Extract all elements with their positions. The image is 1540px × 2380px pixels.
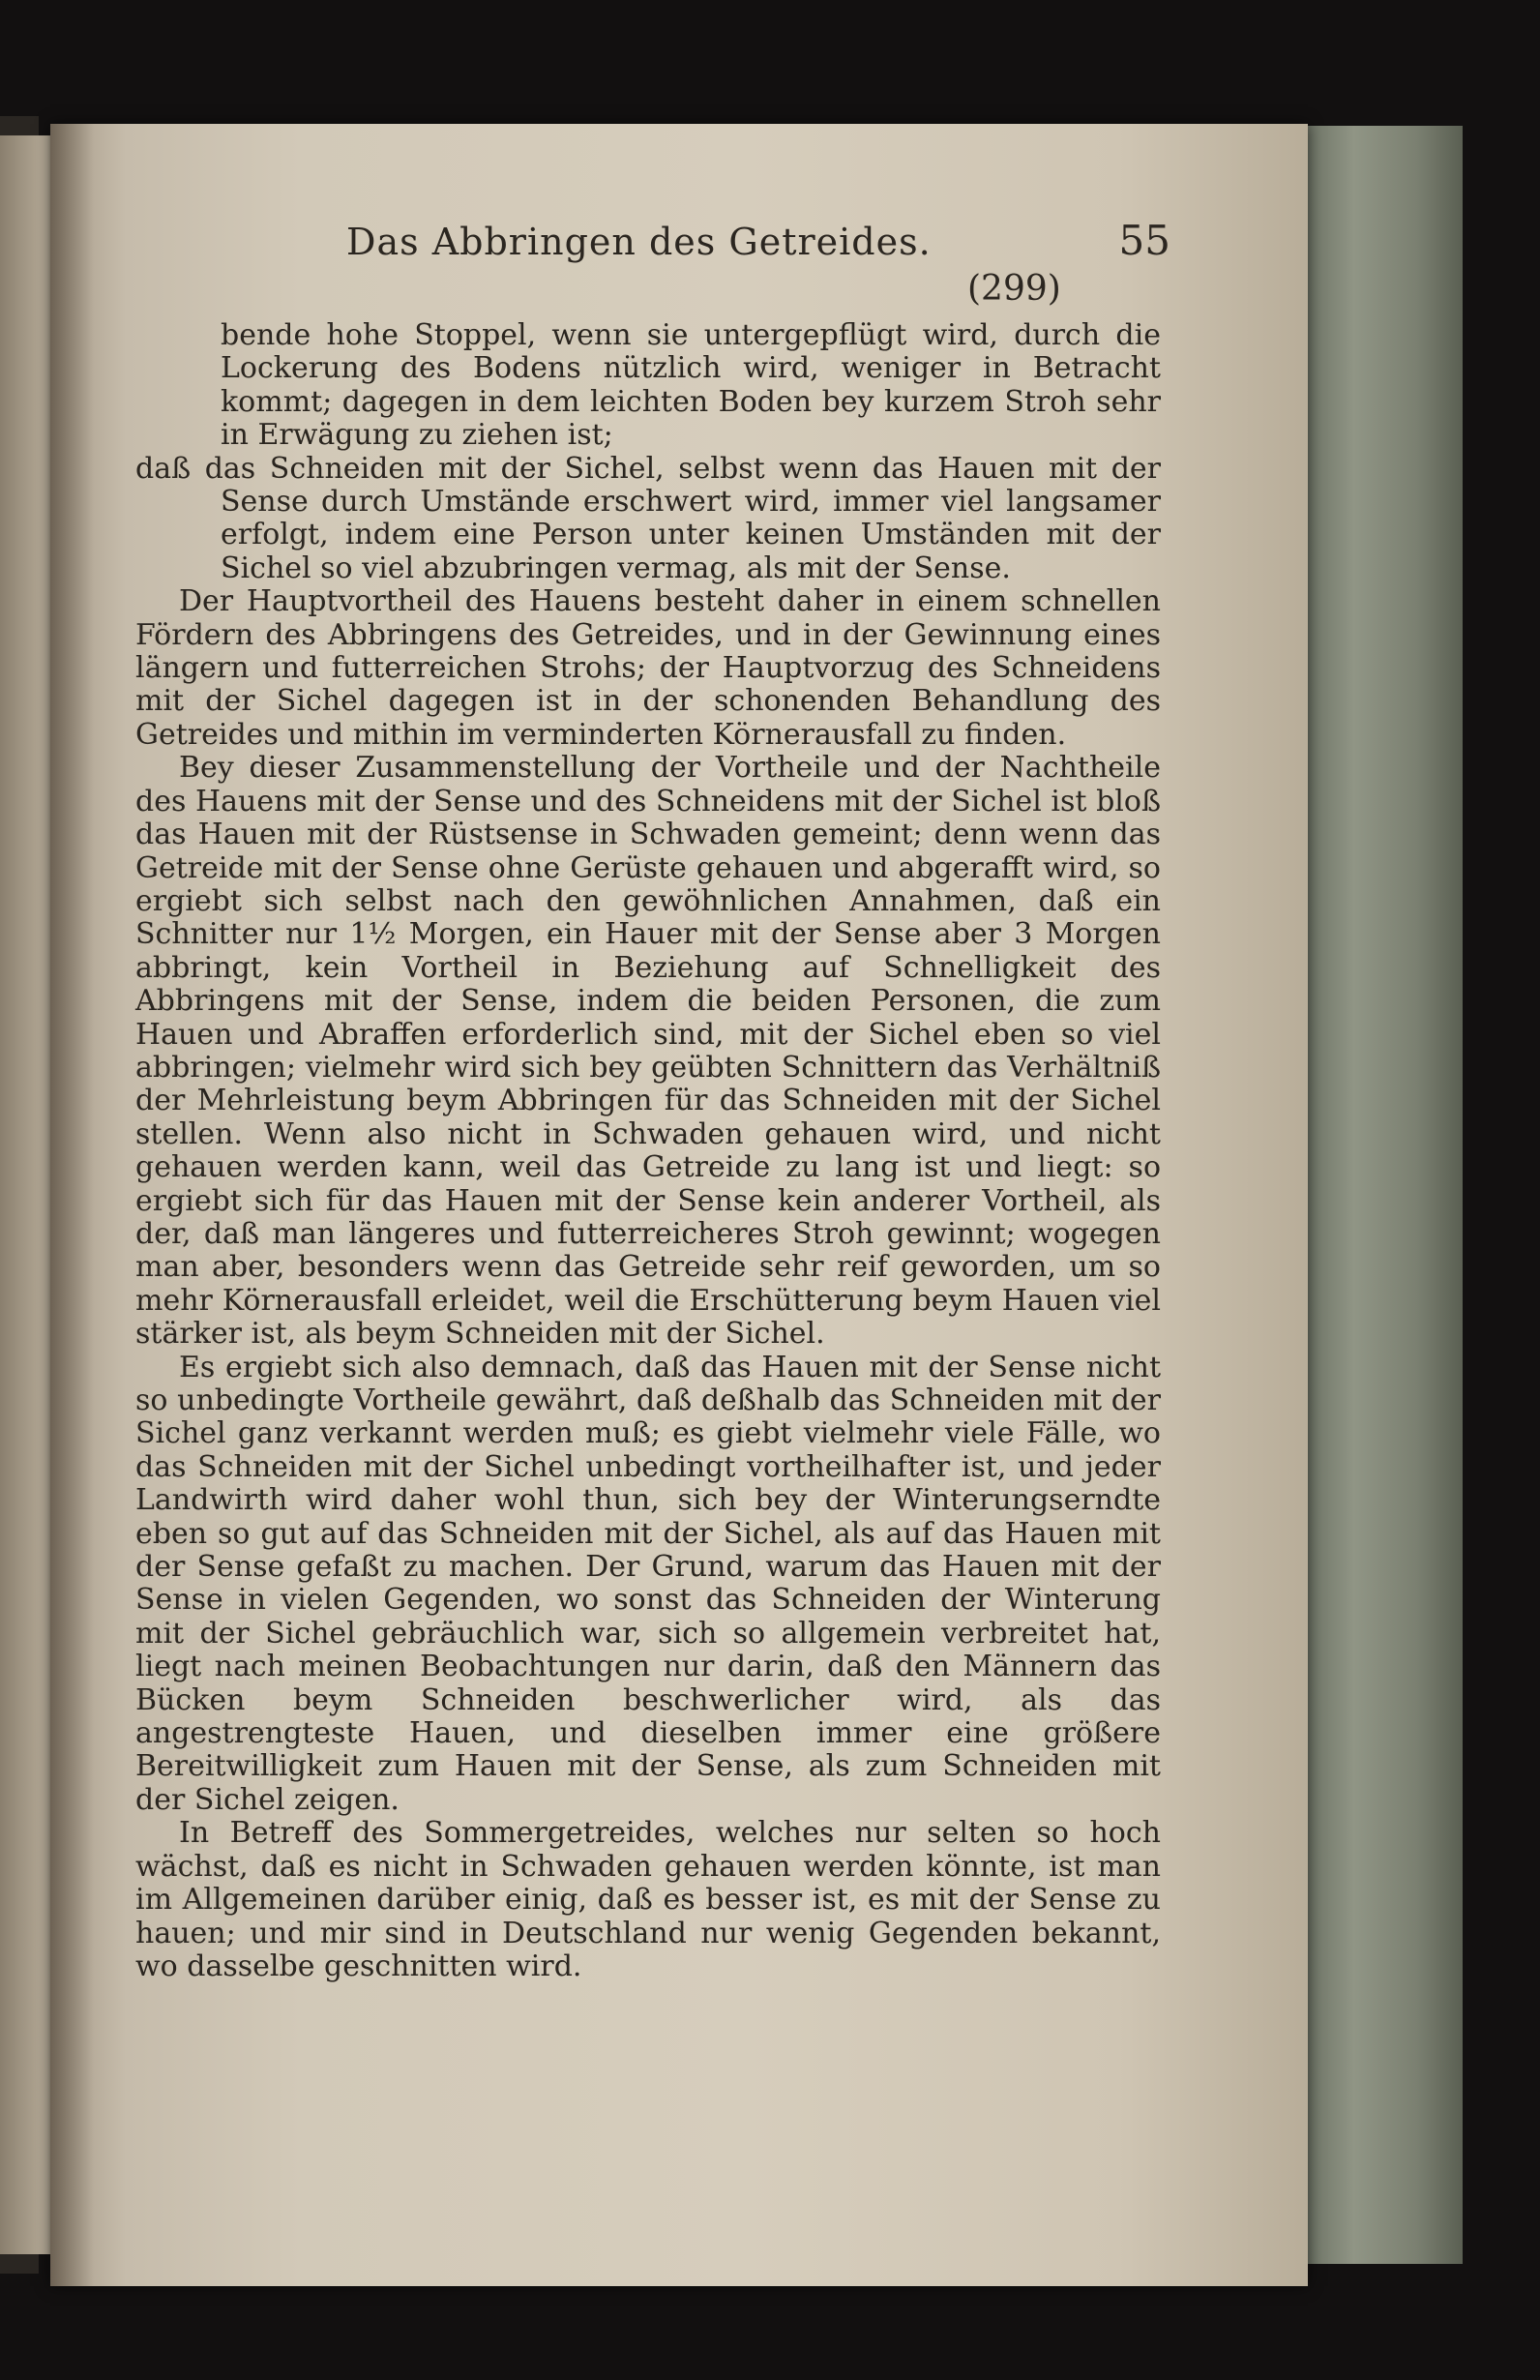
book-board	[1308, 126, 1463, 2264]
paragraph-list-item: daß das Schneiden mit der Sichel, selbst wenn das Hauen mit der Sense durch Umstände erschwert wird, immer viel langsamer erfolgt, indem eine Person unter keinen Umständen mit der Sichel so viel abzubringen vermag, als mit der Sense.	[135, 451, 1161, 585]
running-title: Das Abbringen des Getreides.	[346, 221, 932, 263]
paragraph: Der Hauptvortheil des Hauens besteht daher in einem schnellen Fördern des Abbringens des Getreides, und in der Gewinnung eines längern und futterreichen Strohs; der Hauptvorzug des Schneidens mit der Sichel dagegen ist in der schonenden Behandlung des Getreides und mithin im verminderten Körnerausfall zu finden.	[135, 584, 1161, 752]
paragraph: Es ergiebt sich also demnach, daß das Hauen mit der Sense nicht so unbedingte Vortheile gewährt, daß deßhalb das Schneiden mit der Sichel ganz verkannt werden muß; es giebt vielmehr viele Fälle, wo das Schneiden mit der Sichel unbedingt vortheilhafter ist, und jeder Landwirth wird daher wohl thun, sich bey der Winterungserndte eben so gut auf das Schneiden mit der Sichel, als auf das Hauen mit der Sense gefaßt zu machen. Der Grund, warum das Hauen mit der Sense in vielen Gegenden, wo sonst das Schneiden der Winterung mit der Sichel gebräuchlich war, sich so allgemein verbreitet hat, liegt nach meinen Beobachtungen nur darin, daß den Männern das Bücken beym Schneiden beschwerlicher wird, als das angestrengteste Hauen, und dieselben immer eine größere Bereitwilligkeit zum Hauen mit der Sense, als zum Schneiden mit der Sichel zeigen.	[135, 1350, 1161, 1817]
paragraph-continuation: bende hohe Stoppel, wenn sie untergepflügt wird, durch die Lockerung des Bodens nützlich wird, weniger in Betracht kommt; dagegen in dem leichten Boden bey kurzem Stroh sehr in Erwägung zu ziehen ist;	[221, 318, 1161, 453]
original-page-number: (299)	[967, 269, 1061, 309]
paragraph: In Betreff des Sommergetreides, welches nur selten so hoch wächst, daß es nicht in Schwaden gehauen werden könnte, ist man im Allgemeinen darüber einig, daß es besser ist, es mit der Sense zu hauen; und mir sind in Deutschland nur wenig Gegenden bekannt, wo dasselbe geschnitten wird.	[135, 1816, 1161, 1983]
paragraph: Bey dieser Zusammenstellung der Vortheile und der Nachtheile des Hauens mit der Sense und des Schneidens mit der Sichel ist bloß das Hauen mit der Rüstsense in Schwaden gemeint; denn wenn das Getreide mit der Sense ohne Gerüste gehauen und abgerafft wird, so ergiebt sich selbst nach den gewöhnlichen Annahmen, daß ein Schnitter nur 1½ Morgen, ein Hauer mit der Sense aber 3 Morgen abbringt, kein Vortheil in Beziehung auf Schnelligkeit des Abbringens mit der Sense, indem die beiden Personen, die zum Hauen und Abraffen erforderlich sind, mit der Sichel eben so viel abbringen; vielmehr wird sich bey geübten Schnittern das Verhältniß der Mehrleistung beym Abbringen für das Schneiden mit der Sichel stellen. Wenn also nicht in Schwaden gehauen wird, und nicht gehauen werden kann, weil das Getreide zu lang ist und liegt: so ergiebt sich für das Hauen mit der Sense kein anderer Vortheil, als der, daß man längeres und futterreicheres Stroh gewinnt; wogegen man aber, besonders wenn das Getreide sehr reif geworden, um so mehr Körnerausfall erleidet, weil die Erschütterung beym Hauen viel stärker ist, als beym Schneiden mit der Sichel.	[135, 751, 1161, 1352]
page-number: 55	[1118, 217, 1170, 264]
gutter-shadow	[50, 124, 94, 2286]
body-text	[135, 319, 1161, 1983]
